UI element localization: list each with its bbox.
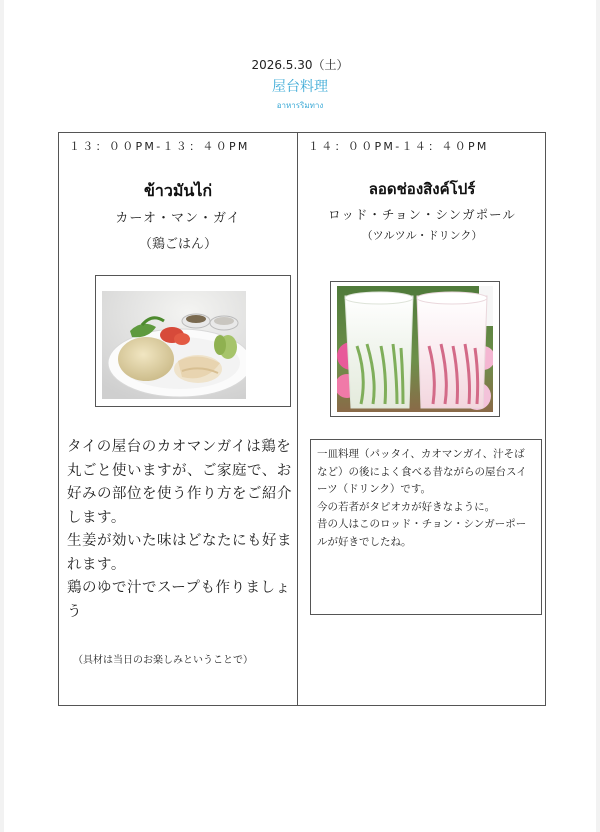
chicken-rice-photo — [102, 291, 246, 399]
dish-title-thai-right: ลอดช่องสิงค์โปร์ — [368, 180, 476, 198]
description-paragraph: 一皿料理（パッタイ、カオマンガイ、汁そばなど）の後によく食べる昔ながらの屋台スイーツ（ドリンク）です。 — [317, 448, 527, 495]
dish-title-thai-left: ข้าวมันไก่ — [143, 181, 213, 200]
lod-chong-photo — [337, 286, 493, 412]
photo-frame-left — [95, 275, 291, 407]
dish-title-ja-right: ロッド・チョン・シンガポール — [328, 207, 516, 222]
menu-table — [58, 132, 546, 706]
dish-subtitle-ja-left: （鶏ごはん） — [138, 237, 217, 252]
section-subtitle-thai: อาหารริมทาง — [276, 101, 324, 110]
dish-title-ja-left: カーオ・マン・ガイ — [115, 211, 241, 226]
menu-column-right — [298, 133, 546, 705]
description-paragraph: 鶏のゆで汁でスープも作りましょう — [67, 580, 291, 620]
description-paragraph: 今の若者がタピオカが好きなように。 — [317, 500, 496, 513]
dish-subtitle-ja-right: （ツルツル・ドリンク） — [361, 229, 483, 242]
dish-description-left — [67, 436, 293, 624]
event-date: 2026.5.30（土） — [251, 58, 349, 72]
drink-glasses-icon — [337, 286, 493, 412]
photo-frame-right — [330, 281, 500, 417]
time-slot-right: １４：００PM-１４：４０PM — [308, 140, 489, 153]
ingredients-note: （具材は当日のお楽しみということで） — [73, 655, 253, 666]
page — [4, 0, 596, 832]
menu-column-left — [59, 133, 297, 705]
description-paragraph: 生姜が効いた味はどなたにも好まれます。 — [67, 533, 292, 573]
chicken-rice-plate-icon — [102, 291, 246, 399]
dish-description-right — [310, 439, 542, 615]
description-paragraph: 昔の人はこのロッド・チョン・シンガーポールが好きでしたね。 — [317, 518, 527, 548]
time-slot-left: １３：００PM-１３：４０PM — [69, 140, 250, 153]
description-paragraph: タイの屋台のカオマンガイは鶏を丸ごと使いますが、ご家庭で、お好みの部位を使う作り方をご紹介します。 — [67, 439, 292, 526]
section-subtitle: 屋台料理 — [272, 79, 328, 95]
